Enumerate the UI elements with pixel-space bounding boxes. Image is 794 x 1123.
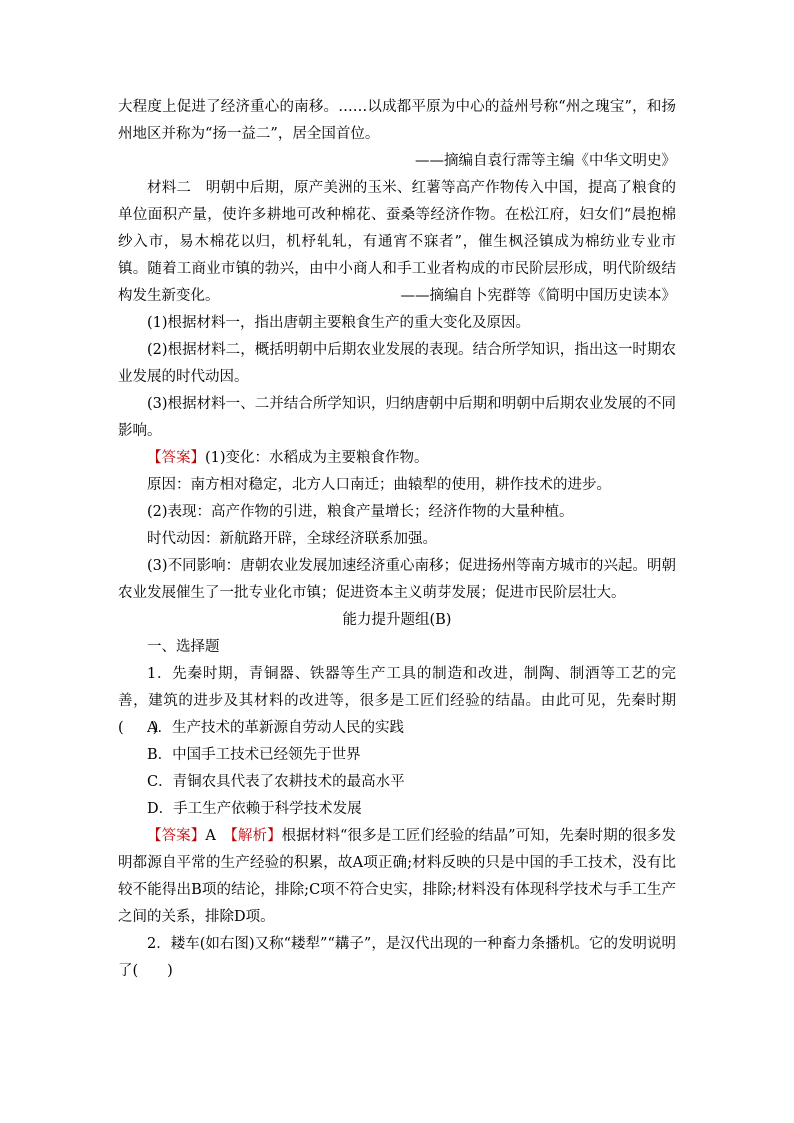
mc1-option-c: C．青铜农具代表了农耕技术的最高水平 <box>147 774 405 790</box>
answer-tag: 【答案】 <box>147 450 205 466</box>
mc1-analysis-tag: 【解析】 <box>230 828 282 844</box>
mc1-option-d: D．手工生产依赖于科学技术发展 <box>147 801 362 817</box>
answer-two-cause: 时代动因：新航路开辟，全球经济联系加强。 <box>147 531 437 547</box>
answer-two-show: (2)表现：高产作物的引进，粮食产量增长；经济作物的大量种植。 <box>147 504 574 520</box>
answer-one-change-text: (1)变化：水稻成为主要粮食作物。 <box>205 450 429 466</box>
material-one-tail: 大程度上促进了经济重心的南移。……以成都平原为中心的益州号称“州之瑰宝”，和扬州地区并称为“扬一益二”，居全国首位。 <box>118 99 676 142</box>
question-three: (3)根据材料一、二并结合所学知识，归纳唐朝中后期和明朝中后期农业发展的不同影响。 <box>118 396 676 439</box>
mc1-option-a: A．生产技术的革新源自劳动人民的实践 <box>147 720 404 736</box>
mc1-stem: 1．先秦时期，青铜器、铁器等生产工具的制造和改进，制陶、制酒等工艺的完善，建筑的进步及其材料的改进等，很多是工匠们经验的结晶。由此可见，先秦时期( ) <box>118 666 676 736</box>
section-title: 一、选择题 <box>147 639 220 655</box>
answer-one-reason: 原因：南方相对稳定，北方人口南迁；曲辕犁的使用，耕作技术的进步。 <box>147 477 611 493</box>
mc1-option-b: B．中国手工技术已经领先于世界 <box>147 747 361 763</box>
mc1-answer: A <box>205 828 231 844</box>
answer-three: (3)不同影响：唐朝农业发展加速经济重心南移；促进扬州等南方城市的兴起。明朝农业发展催生了一批专业化市镇；促进资本主义萌芽发展；促进市民阶层壮大。 <box>118 558 676 601</box>
mc1-answer-analysis <box>118 823 676 931</box>
source-one: ——摘编自袁行霈等主编《中华文明史》 <box>415 153 676 169</box>
question-one: (1)根据材料一，指出唐朝主要粮食生产的重大变化及原因。 <box>147 315 531 331</box>
mc1-answer-tag: 【答案】 <box>147 828 206 844</box>
answer-one-change <box>118 445 676 472</box>
mc2-stem: 2．耧车(如右图)又称“耧犁”“耩子”，是汉代出现的一种畜力条播机。它的发明说明了( ) <box>118 936 676 979</box>
mc1-analysis: 根据材料“很多是工匠们经验的结晶”可知，先秦时期的很多发明都源自平常的生产经验的积累，故A项正确;材料反映的只是中国的手工技术，没有比较不能得出B项的结论，排除;C项不符合史实，排除;材料没有体现科学技术与手工生产之间的关系，排除D项。 <box>118 828 677 925</box>
question-two: (2)根据材料二，概括明朝中后期农业发展的表现。结合所学知识，指出这一时期农业发展的时代动因。 <box>118 342 676 385</box>
source-two: ——摘编自卜宪群等《简明中国历史读本》 <box>400 288 676 304</box>
material-two: 材料二 明朝中后期，原产美洲的玉米、红薯等高产作物传入中国，提高了粮食的单位面积产量，使许多耕地可改种棉花、蚕桑等经济作物。在松江府，妇女们“晨抱棉纱入市，易木棉花以归，机杼轧轧，有通宵不寐者”，催生枫泾镇成为棉纺业专业市镇。随着工商业市镇的勃兴，由中小商人和手工业者构成的市民阶层形成，明代阶级结构发生新变化。 <box>118 180 676 304</box>
group-title: 能力提升题组(B) <box>342 612 452 628</box>
